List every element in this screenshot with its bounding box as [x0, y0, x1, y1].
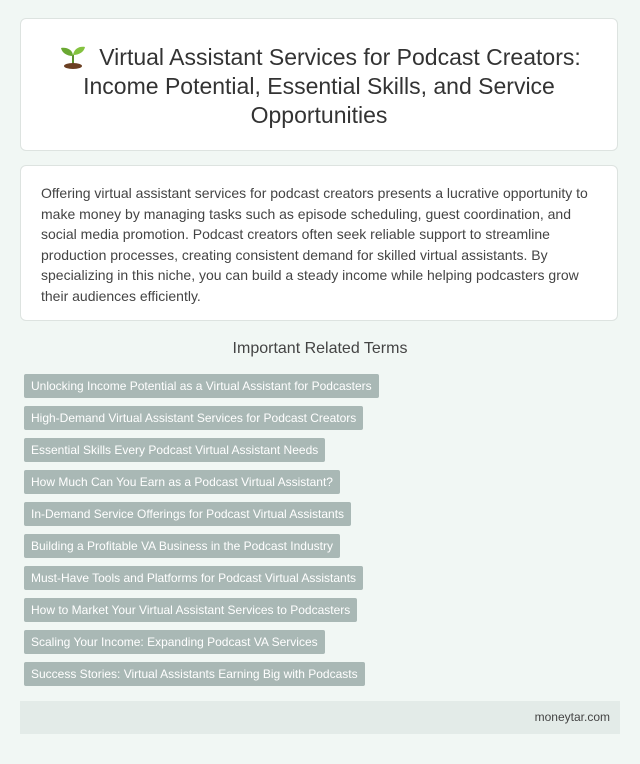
related-term-link[interactable]: In-Demand Service Offerings for Podcast Virtual Assistants	[24, 502, 351, 526]
list-item	[24, 566, 620, 598]
related-term-link[interactable]: How Much Can You Earn as a Podcast Virtual Assistant?	[24, 470, 340, 494]
list-item	[24, 406, 620, 438]
related-term-link[interactable]: High-Demand Virtual Assistant Services for Podcast Creators	[24, 406, 363, 430]
page-title	[39, 43, 599, 130]
related-term-link[interactable]: Scaling Your Income: Expanding Podcast VA Services	[24, 630, 325, 654]
related-term-link[interactable]: Essential Skills Every Podcast Virtual Assistant Needs	[24, 438, 325, 462]
list-item	[24, 662, 620, 694]
list-item	[24, 598, 620, 630]
related-term-link[interactable]: Must-Have Tools and Platforms for Podcast Virtual Assistants	[24, 566, 363, 590]
intro-card	[20, 165, 618, 321]
title-card	[20, 18, 618, 151]
list-item	[24, 630, 620, 662]
related-terms-heading: Important Related Terms	[232, 340, 408, 357]
site-name[interactable]: moneytar.com	[534, 710, 610, 724]
related-term-link[interactable]: Success Stories: Virtual Assistants Earning Big with Podcasts	[24, 662, 365, 686]
list-item	[24, 470, 620, 502]
list-item	[24, 438, 620, 470]
list-item	[24, 374, 620, 406]
list-item	[24, 534, 620, 566]
related-term-link[interactable]: Unlocking Income Potential as a Virtual Assistant for Podcasters	[24, 374, 379, 398]
intro-paragraph: Offering virtual assistant services for podcast creators presents a lucrative opportunity to make money by managing tasks such as episode scheduling, guest coordination, and social media promotion. Podcast creators often seek reliable support to streamline production processes, creating consistent demand for skilled virtual assistants. By specializing in this niche, you can build a steady income while helping podcasters grow their audiences efficiently.	[41, 185, 588, 304]
related-term-link[interactable]: Building a Profitable VA Business in the Podcast Industry	[24, 534, 340, 558]
related-term-link[interactable]: How to Market Your Virtual Assistant Services to Podcasters	[24, 598, 357, 622]
list-item	[24, 502, 620, 534]
sprout-icon	[57, 43, 89, 69]
page-title-text: Virtual Assistant Services for Podcast Creators: Income Potential, Essential Skills, and Service Opportunities	[83, 44, 581, 128]
footer	[20, 701, 620, 734]
related-terms-list	[24, 374, 620, 694]
